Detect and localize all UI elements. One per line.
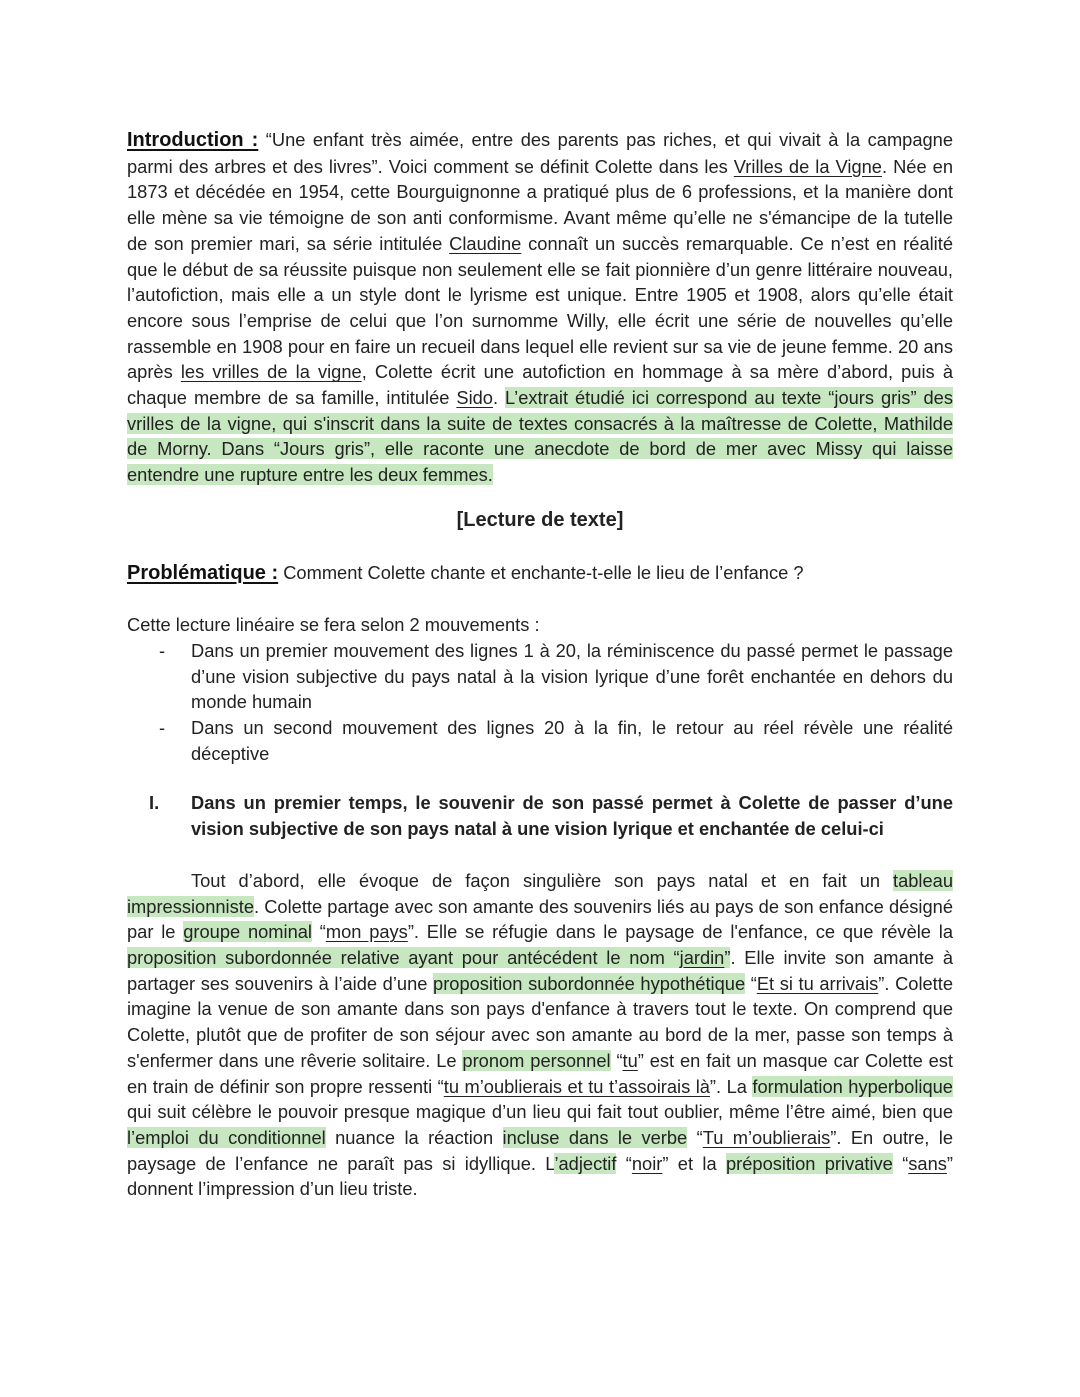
analysis-text: “: [745, 972, 757, 994]
part-title: Dans un premier temps, le souvenir de son passé permet à Colette de passer d’une vision subjective de son pays natal à une vision lyrique et enchantée de celui-ci: [191, 792, 953, 840]
title-vrilles-de-la-vigne: Vrilles de la Vigne: [733, 155, 882, 177]
highlight-term: ’adjectif: [554, 1152, 617, 1174]
title-les-vrilles: les vrilles de la vigne: [180, 361, 362, 383]
movement-2-text: Dans un second mouvement des lignes 20 à la fin, le retour au réel révèle une réalité déceptive: [191, 717, 953, 764]
analysis-text: “: [616, 1152, 632, 1174]
highlight-term: proposition subordonnée hypothétique: [433, 972, 746, 994]
intro-text: . Née en 1873 et décédée en 1954, cette Bourguignonne a pratiqué plus de 6 professions, et la manière dont elle mène sa vie témoigne de son anti conformisme. Avant même qu’elle ne s'émancipe de la tutelle de son premier mari, sa série intitulée: [127, 155, 953, 254]
analysis-text: nuance la réaction: [325, 1126, 503, 1148]
intro-text: .: [492, 387, 506, 409]
highlight-term: incluse dans le verbe: [502, 1126, 688, 1148]
highlight-term: tableau impressionniste: [127, 869, 953, 917]
part-1-heading: [127, 790, 953, 841]
introduction-paragraph: [127, 127, 953, 488]
analysis-text: ” est en fait un masque car Colette est en train de définir son propre ressenti “: [127, 1049, 954, 1097]
part-number: I.: [149, 792, 160, 814]
intro-text: connaît un succès remarquable. Ce n’est en réalité que le début de sa réussite puisque non seulement elle se fait pionnière d’un genre littéraire nouveau, l’autofiction, mais elle a un style dont le lyrisme est unique. Entre 1905 et 1908, alors qu’elle était encore sous l’emprise de celui que l’on surnomme Willy, elle écrit une série de nouvelles qu’elle rassemble en 1908 pour en faire un recueil dans lequel elle revient sur sa vie de jeune femme. 20 ans après: [127, 232, 953, 383]
highlight-part: ”: [724, 946, 731, 968]
dash-bullet: -: [159, 639, 166, 661]
highlight-term: pronom personnel: [462, 1049, 611, 1071]
quote: tu: [622, 1049, 638, 1071]
title-claudine: Claudine: [449, 232, 522, 254]
title-sido: Sido: [456, 387, 493, 409]
analysis-text: “: [610, 1049, 623, 1071]
analysis-text: ”. Elle se réfugie dans le paysage de l'enfance, ce que révèle la: [407, 921, 953, 943]
analysis-text: ” donnent l’impression d’un lieu triste.: [127, 1152, 953, 1200]
analysis-text: “: [687, 1126, 703, 1148]
analysis-text: Tout d’abord, elle évoque de façon singulière son pays natal et en fait un: [191, 869, 894, 891]
analysis-text: ”. Colette imagine la venue de son amante dans son pays d'enfance à travers tout le texte. On comprend que Colette, plutôt que de profiter de son séjour avec son amante au bord de la mer, passe son temps à s'enfermer dans une rêverie solitaire. Le: [127, 972, 953, 1071]
quote: Tu m’oublierais: [702, 1126, 831, 1148]
analysis-text: . Elle invite son amante à partager ses souvenirs à l’aide d’une: [127, 946, 953, 994]
intro-text: , Colette écrit une autofiction en hommage à sa mère d’abord, puis à chaque membre de sa famille, intitulée: [127, 361, 953, 409]
problematique-paragraph: [127, 560, 953, 587]
analysis-text: qui suit célèbre le pouvoir presque magique d’un lieu qui fait tout oublier, même l’être aimé, bien que: [127, 1101, 953, 1123]
problematique-text: Comment Colette chante et enchante-t-elle le lieu de l’enfance ?: [278, 561, 804, 583]
plan-intro: Cette lecture linéaire se fera selon 2 mouvements :: [127, 614, 540, 636]
analysis-text: ”. La: [709, 1075, 753, 1097]
analysis-text: . Colette partage avec son amante des souvenirs liés au pays de son enfance désigné par le: [127, 895, 953, 943]
highlight-part: proposition subordonnée relative ayant pour antécédent le nom “: [127, 946, 680, 968]
introduction-label: Introduction :: [127, 129, 259, 151]
highlight-term: préposition privative: [725, 1152, 893, 1174]
intro-text: “Une enfant très aimée, entre des parents pas riches, et qui vivait à la campagne parmi des arbres et des livres”. Voici comment se définit Colette dans les: [127, 129, 954, 177]
list-item: [127, 638, 953, 715]
quote: noir: [631, 1152, 663, 1174]
quote: tu m’oublierais et tu t’assoirais là: [443, 1075, 710, 1097]
analysis-text: ” et la: [662, 1152, 726, 1174]
analysis-paragraph: [127, 868, 953, 1202]
quote: Et si tu arrivais: [756, 972, 879, 994]
movements-list: [127, 638, 953, 767]
movement-1-text: Dans un premier mouvement des lignes 1 à 20, la réminiscence du passé permet le passage d’une vision subjective du pays natal à la vision lyrique d’une forêt enchantée en dehors du monde humain: [191, 639, 953, 713]
quote: mon pays: [325, 921, 408, 943]
analysis-text: “: [892, 1152, 909, 1174]
analysis-text: ”. En outre, le paysage de l’enfance ne paraît pas si idyllique. L: [127, 1126, 953, 1174]
highlight-term: l’emploi du conditionnel: [127, 1126, 326, 1148]
highlight-term: [127, 947, 730, 968]
highlight-term: groupe nominal: [183, 921, 312, 943]
dash-bullet: -: [159, 717, 166, 739]
document-page: [127, 127, 953, 1202]
list-item: [127, 715, 953, 766]
quote: jardin: [679, 946, 725, 968]
problematique-label: Problématique :: [127, 561, 279, 584]
highlighted-passage: L’extrait étudié ici correspond au texte “jours gris” des vrilles de la vigne, qui s'inscrit dans la suite de textes consacrés à la maîtresse de Colette, Mathilde de Morny. Dans “Jours gris”, elle raconte une anecdote de bord de mer avec Missy qui laisse entendre une rupture entre les deux femmes.: [127, 387, 953, 486]
lecture-heading: [Lecture de texte]: [456, 508, 624, 531]
quote: sans: [908, 1152, 947, 1174]
highlight-term: formulation hyperbolique: [752, 1075, 953, 1097]
analysis-text: “: [311, 921, 326, 943]
